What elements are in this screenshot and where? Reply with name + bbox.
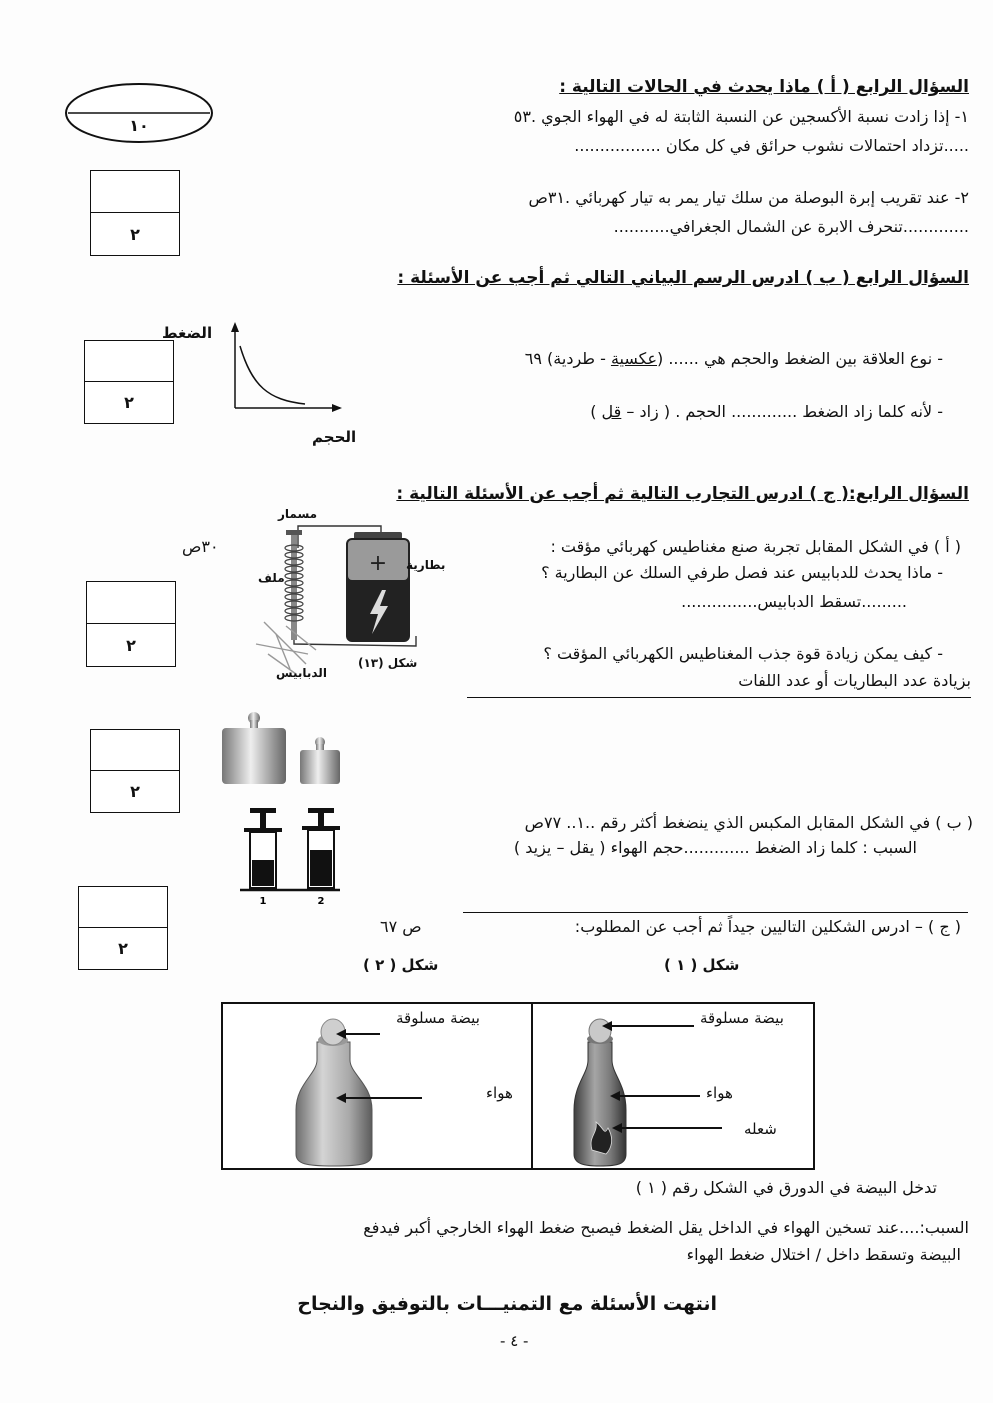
fig2-egg-label: بيضة مسلوقة [396, 1009, 480, 1027]
syringe-1-label: 1 [259, 896, 267, 907]
syringe-2-label: 2 [317, 896, 325, 907]
fig1-air-label: هواء [706, 1084, 733, 1102]
q4c-c-question: ( ج ) – ادرس الشكلين التاليين جيداً ثم أجب عن المطلوب: [574, 917, 961, 936]
label-nail: مسمار [278, 507, 318, 521]
total-score-oval [64, 82, 214, 144]
egg-1-shape [589, 1019, 611, 1043]
score-box-mark: ٢ [130, 224, 140, 244]
q4c-title: السؤال الرابع:( ج ) ادرس التجارب التالية ثم أجب عن الأسئلة التالية : [396, 484, 969, 504]
q4c-c-answer: تدخل البيضة في الدورق في الشكل رقم ( ١ ) [635, 1178, 937, 1197]
q4a-item2: ٢- عند تقريب إبرة البوصلة من سلك تيار يمر به تيار كهربائي .٣١ص [528, 188, 969, 207]
figure-1-title: شكل ( ١ ) [664, 956, 740, 974]
q4c-a-question2: - كيف يمكن زيادة قوة جذب المغناطيس الكهربائي المؤقت ؟ [543, 644, 943, 663]
closing-text: انتهت الأسئلة مع التمنيـــات بالتوفيق والنجاح [297, 1293, 717, 1315]
fig1-flame-label: شعله [744, 1120, 777, 1138]
label-figure-13: شكل (١٣) [358, 656, 418, 670]
label-coil: ملف [258, 571, 285, 585]
q4c-a-intro: ( أ ) في الشكل المقابل تجربة صنع مغناطيس كهربائي مؤقت : [550, 537, 961, 556]
fig1-egg-label: بيضة مسلوقة [700, 1009, 784, 1027]
q4b-line2 [590, 402, 943, 421]
score-box-mark: ٢ [118, 939, 128, 958]
score-box-mark: ٢ [130, 782, 140, 801]
q4a-title: السؤال الرابع ( أ ) ماذا يحدث في الحالات التالية : [559, 77, 969, 97]
score-box-q4b [84, 340, 174, 424]
syringe-2-shape [302, 808, 340, 888]
q4c-b-reason: السبب : كلما زاد الضغط .............حجم الهواء ( يقل – يزيد ) [513, 838, 917, 857]
score-box-mark: ٢ [126, 635, 136, 655]
q4b-line1-pre: - نوع العلاقة بين الضغط والحجم هي ...... ( [657, 349, 943, 368]
q4b-line2-post: ) [590, 402, 602, 421]
graph-x-arrow [332, 404, 342, 412]
large-weight [222, 728, 286, 784]
q4b-line1 [525, 349, 943, 368]
divider-line-2 [463, 912, 968, 913]
fig2-air-label: هواء [486, 1084, 513, 1102]
q4a-answer2: .............تنحرف الابرة عن الشمال الجغرافي........... [613, 217, 969, 236]
q4b-title: السؤال الرابع ( ب ) ادرس الرسم البياني التالي ثم أجب عن الأسئلة : [397, 268, 969, 288]
page-number: - ٤ - [500, 1332, 529, 1350]
q4b-line1-option: عكسية [610, 349, 658, 368]
small-weight [300, 750, 340, 784]
q4b-line2-pre: - لأنه كلما زاد الضغط ............. الحجم . ( زاد – [621, 402, 943, 421]
score-box-q4a [90, 170, 180, 256]
bottle-2-shape [296, 1042, 372, 1166]
q4c-page-ref: ٣٠ص [182, 537, 219, 556]
syringe-1-shape [244, 808, 282, 888]
graph-y-label: الضغط [162, 324, 213, 342]
figure-2-title: شكل ( ٢ ) [363, 956, 439, 974]
score-box-mark: ٢ [124, 393, 134, 412]
syringes-figure [236, 804, 346, 908]
q4c-a-answer1: .........تسقط الدبابيس............... [681, 592, 907, 611]
q4c-b-question: ( ب ) في الشكل المقابل المكبس الذي ينضغط أكثر رقم ..١.. ٧٧ص [524, 813, 973, 832]
weights-figure [214, 706, 344, 790]
pressure-volume-graph [210, 318, 360, 418]
bottle-figure-2 [222, 1004, 530, 1168]
graph-y-arrow [231, 322, 239, 332]
score-box-q4c-a [86, 581, 176, 667]
graph-x-label: الحجم [312, 428, 357, 446]
q4c-a-answer2: بزيادة عدد البطاريات أو عدد اللفات [738, 671, 971, 690]
score-box-q4c-b [90, 729, 180, 813]
graph-curve [240, 346, 305, 404]
q4c-c-reason-line1: السبب:....عند تسخين الهواء في الداخل يقل الضغط فيصبح ضغط الهواء الخارجي أكبر فيدفع [363, 1218, 969, 1237]
q4a-answer1: .....تزداد احتمالات نشوب حرائق في كل مكان ................. [574, 136, 969, 155]
q4b-line1-post: - طردية) ٦٩ [524, 349, 611, 368]
q4c-a-question1: - ماذا يحدث للدبابيس عند فصل طرفي السلك عن البطارية ؟ [541, 563, 943, 582]
q4b-line2-option: قل [601, 402, 622, 421]
label-battery: بطارية [406, 558, 446, 572]
label-pins: الدبابيس [276, 666, 327, 680]
total-score-value: ١٠ [129, 116, 149, 135]
score-box-q4c-c [78, 886, 168, 970]
battery-plus: + [368, 551, 388, 576]
divider-line-1 [467, 697, 971, 698]
q4c-c-reason-line2: البيضة وتسقط داخل / اختلال ضغط الهواء [686, 1245, 961, 1264]
q4c-c-page-ref: ص ٦٧ [380, 917, 422, 936]
electromagnet-figure [246, 504, 450, 684]
bottle-figure-1 [532, 1004, 814, 1168]
q4a-item1: ١- إذا زادت نسبة الأكسجين عن النسبة الثابتة له في الهواء الجوي .٥٣ [513, 107, 969, 126]
